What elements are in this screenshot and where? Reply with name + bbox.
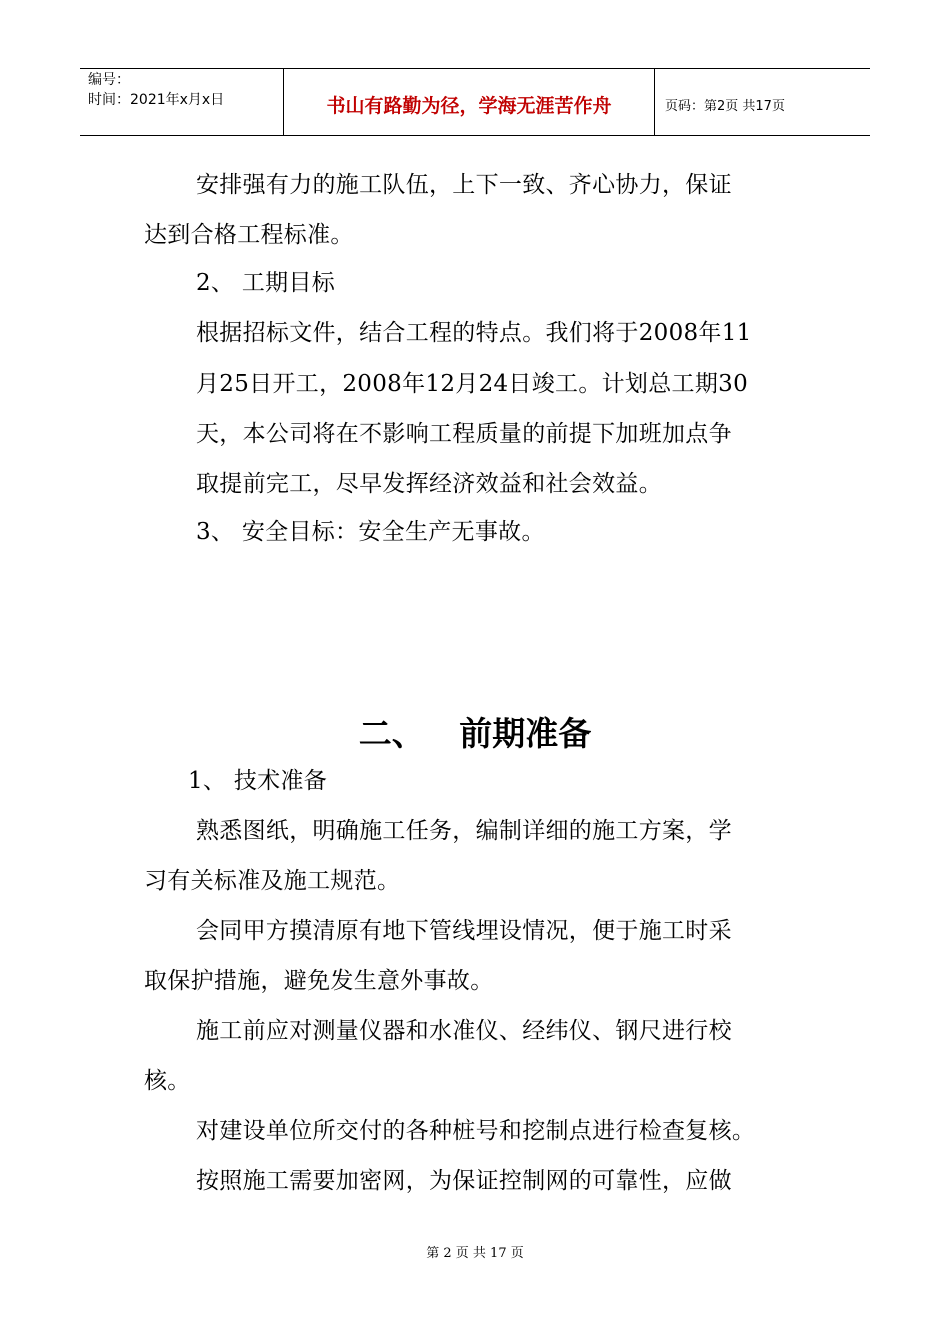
body-line: 取提前完工，尽早发挥经济效益和社会效益。 (196, 471, 662, 497)
body-line: 安排强有力的施工队伍，上下一致、齐心协力，保证 (196, 172, 732, 198)
motto-text: 书山有路勤为径，学海无涯苦作舟 (326, 94, 612, 117)
body-line: 按照施工需要加密网，为保证控制网的可靠性，应做 (196, 1168, 732, 1194)
body-line: 会同甲方摸清原有地下管线埋设情况，便于施工时采 (196, 918, 732, 944)
header-page-cell (655, 69, 870, 135)
header-left-cell (80, 69, 283, 135)
time-label: 时间：2021年x月x日 (88, 92, 225, 108)
section-title: 二、 前期准备 (358, 714, 592, 753)
number-label: 编号： (88, 72, 130, 88)
body-line: 对建设单位所交付的各种桩号和挖制点进行检查复核。 (196, 1118, 756, 1144)
header-table (80, 68, 870, 136)
body-line: 根据招标文件，结合工程的特点。我们将于2008年11 (196, 320, 752, 346)
body-line: 熟悉图纸，明确施工任务，编制详细的施工方案，学 (196, 818, 732, 844)
header-motto-cell (283, 69, 655, 135)
body-line: 达到合格工程标准。 (144, 222, 354, 248)
goal-heading: 2、 工期目标 (196, 270, 336, 296)
page-info: 页码：第2页 共17页 (665, 98, 785, 114)
page-footer: 第 2 页 共 17 页 (426, 1246, 524, 1261)
body-line: 天，本公司将在不影响工程质量的前提下加班加点争 (196, 421, 732, 447)
body-line: 习有关标准及施工规范。 (144, 868, 401, 894)
body-line: 月25日开工，2008年12月24日竣工。计划总工期30 (196, 371, 748, 397)
body-line: 核。 (144, 1068, 191, 1094)
goal-heading: 3、 安全目标：安全生产无事故。 (196, 519, 545, 545)
subsection-heading: 1、 技术准备 (188, 768, 328, 794)
body-line: 取保护措施，避免发生意外事故。 (144, 968, 494, 994)
body-line: 施工前应对测量仪器和水准仪、经纬仪、钢尺进行校 (196, 1018, 732, 1044)
